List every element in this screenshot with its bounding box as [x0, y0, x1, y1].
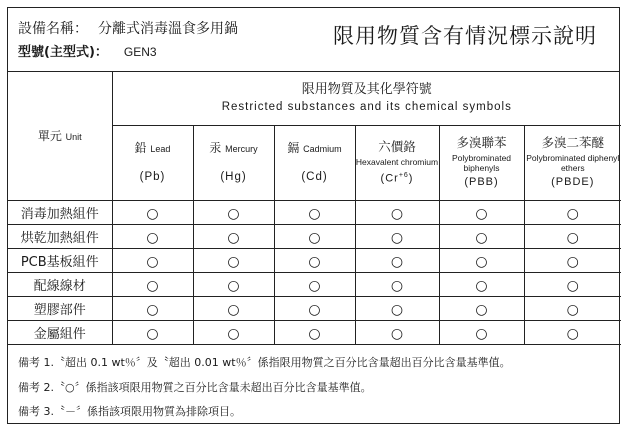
- component-name: 金屬組件: [8, 320, 112, 344]
- table-title-row: [8, 72, 621, 125]
- circle-mark: ○: [308, 205, 321, 222]
- substance-cn: 六價鉻: [378, 138, 416, 154]
- compliance-cell: [112, 224, 193, 248]
- compliance-cell: [112, 320, 193, 344]
- circle-mark: ○: [566, 277, 579, 294]
- compliance-cell: [355, 248, 439, 272]
- unit-header-cell: [8, 72, 112, 200]
- substance-cn: 多溴二苯醚: [541, 135, 605, 150]
- compliance-cell: [439, 320, 524, 344]
- compliance-cell: [524, 320, 621, 344]
- compliance-cell: [355, 296, 439, 320]
- compliance-cell: [112, 248, 193, 272]
- component-name: 消毒加熱組件: [8, 200, 112, 224]
- circle-mark: ○: [566, 253, 579, 270]
- substance-desc: Polybrominated diphenyl ethers: [526, 153, 620, 173]
- table-row: [8, 248, 621, 272]
- circle-mark: ○: [390, 277, 404, 294]
- circle-mark: ○: [227, 277, 240, 294]
- compliance-cell: [274, 224, 355, 248]
- circle-mark: ○: [475, 205, 488, 222]
- compliance-cell: [439, 248, 524, 272]
- substance-en: Lead: [150, 144, 171, 154]
- model-line: [18, 41, 157, 60]
- unit-en: Unit: [65, 132, 82, 143]
- note-1: 備考 1.〝超出 0.1 wt％〞及〝超出 0.01 wt％〞係指限用物質之百分比含量超出百分比含量基準值。: [18, 356, 511, 369]
- circle-mark: ○: [390, 301, 404, 318]
- compliance-cell: [439, 296, 524, 320]
- table-row: [8, 200, 621, 224]
- compliance-cell: [274, 200, 355, 224]
- circle-mark: ○: [146, 277, 159, 294]
- circle-mark: ○: [227, 301, 240, 318]
- substance-desc: Hexavalent chromium: [355, 156, 439, 167]
- declaration-sheet: [7, 7, 620, 424]
- compliance-cell: [524, 224, 621, 248]
- substance-lead-header: [112, 125, 193, 200]
- compliance-cell: [112, 272, 193, 296]
- circle-mark: ○: [227, 325, 240, 342]
- compliance-cell: [355, 320, 439, 344]
- circle-mark: ○: [308, 253, 321, 270]
- substance-symbol: (PBB): [464, 176, 499, 188]
- compliance-cell: [524, 200, 621, 224]
- circle-mark: ○: [390, 229, 404, 246]
- circle-mark: ○: [146, 229, 159, 246]
- compliance-cell: [274, 296, 355, 320]
- circle-mark: ○: [390, 325, 404, 342]
- substance-cn: 鎘: [287, 141, 300, 155]
- table-row: [8, 320, 621, 344]
- substance-symbol: (Cd): [301, 171, 328, 183]
- circle-mark: ○: [146, 301, 159, 318]
- substance-table: [8, 72, 621, 345]
- substance-symbol: (Hg): [220, 171, 247, 183]
- header-section: [8, 8, 619, 72]
- model-value: GEN3: [123, 45, 157, 59]
- document-title: 限用物質含有情況標示說明: [333, 24, 597, 48]
- compliance-cell: [355, 272, 439, 296]
- compliance-cell: [193, 296, 274, 320]
- substance-mercury-header: [193, 125, 274, 200]
- substance-pbde-header: [524, 125, 621, 200]
- circle-mark: ○: [146, 325, 159, 342]
- unit-cn: 單元: [37, 129, 62, 144]
- device-name: 分離式消毒溫食多用鍋: [98, 21, 238, 37]
- circle-mark: ○: [308, 301, 321, 318]
- device-name-line: [18, 18, 238, 38]
- circle-mark: ○: [475, 253, 488, 270]
- substance-cn: 鉛: [134, 141, 147, 155]
- circle-mark: ○: [566, 205, 579, 222]
- component-name: 塑膠部件: [8, 296, 112, 320]
- circle-mark: ○: [308, 277, 321, 294]
- substance-en: Mercury: [225, 144, 258, 154]
- compliance-cell: [193, 200, 274, 224]
- substance-en: Cadmium: [303, 144, 342, 154]
- circle-mark: ○: [227, 205, 240, 222]
- circle-mark: ○: [146, 205, 159, 222]
- compliance-cell: [193, 224, 274, 248]
- compliance-cell: [193, 248, 274, 272]
- table-row: [8, 296, 621, 320]
- compliance-cell: [274, 320, 355, 344]
- note-3: 備考 3.〝－〞係指該項限用物質為排除項目。: [18, 405, 241, 418]
- substance-chromium-header: [355, 125, 439, 200]
- circle-mark: ○: [227, 229, 240, 246]
- component-name: 配線線材: [8, 272, 112, 296]
- substance-cadmium-header: [274, 125, 355, 200]
- compliance-cell: [524, 248, 621, 272]
- compliance-cell: [112, 296, 193, 320]
- compliance-cell: [112, 200, 193, 224]
- substance-symbol: (Pb): [139, 171, 166, 183]
- circle-mark: ○: [146, 253, 159, 270]
- compliance-cell: [524, 272, 621, 296]
- substance-pbb-header: [439, 125, 524, 200]
- table-row: [8, 224, 621, 248]
- substance-desc: Polybrominated biphenyls: [451, 153, 512, 173]
- table-row: [8, 272, 621, 296]
- substance-symbol: $(Cr^{+6})$: [380, 171, 414, 185]
- compliance-cell: [439, 224, 524, 248]
- substance-cn: 汞: [209, 141, 222, 155]
- compliance-cell: [439, 200, 524, 224]
- circle-mark: ○: [566, 301, 579, 318]
- compliance-cell: [274, 272, 355, 296]
- compliance-cell: [193, 320, 274, 344]
- circle-mark: ○: [390, 205, 404, 222]
- circle-mark: ○: [566, 229, 579, 246]
- circle-mark: ○: [475, 301, 488, 318]
- model-label: 型號(主型式)：: [18, 45, 108, 60]
- circle-mark: ○: [308, 229, 321, 246]
- circle-mark: ○: [227, 253, 240, 270]
- component-name: PCB基板組件: [8, 248, 112, 272]
- circle-mark: ○: [390, 253, 404, 270]
- compliance-cell: [524, 296, 621, 320]
- substance-cn: 多溴聯苯: [456, 135, 507, 150]
- circle-mark: ○: [566, 325, 579, 342]
- circle-mark: ○: [475, 229, 488, 246]
- note-2: 備考 2.〝○〞係指該項限用物質之百分比含量未超出百分比含量基準值。: [18, 381, 372, 394]
- restricted-title-en: Restricted substances and its chemical symbols: [221, 101, 512, 114]
- restricted-title-cn: 限用物質及其化學符號: [301, 82, 432, 98]
- compliance-cell: [439, 272, 524, 296]
- compliance-cell: [274, 248, 355, 272]
- component-name: 烘乾加熱組件: [8, 224, 112, 248]
- circle-mark: ○: [475, 325, 488, 342]
- compliance-cell: [355, 224, 439, 248]
- restricted-title-cell: [112, 72, 621, 125]
- circle-mark: ○: [308, 325, 321, 342]
- circle-mark: ○: [475, 277, 488, 294]
- component-rows: [8, 200, 621, 344]
- compliance-cell: [193, 272, 274, 296]
- compliance-cell: [355, 200, 439, 224]
- substance-symbol: (PBDE): [551, 176, 595, 188]
- device-label: 設備名稱：: [18, 21, 88, 37]
